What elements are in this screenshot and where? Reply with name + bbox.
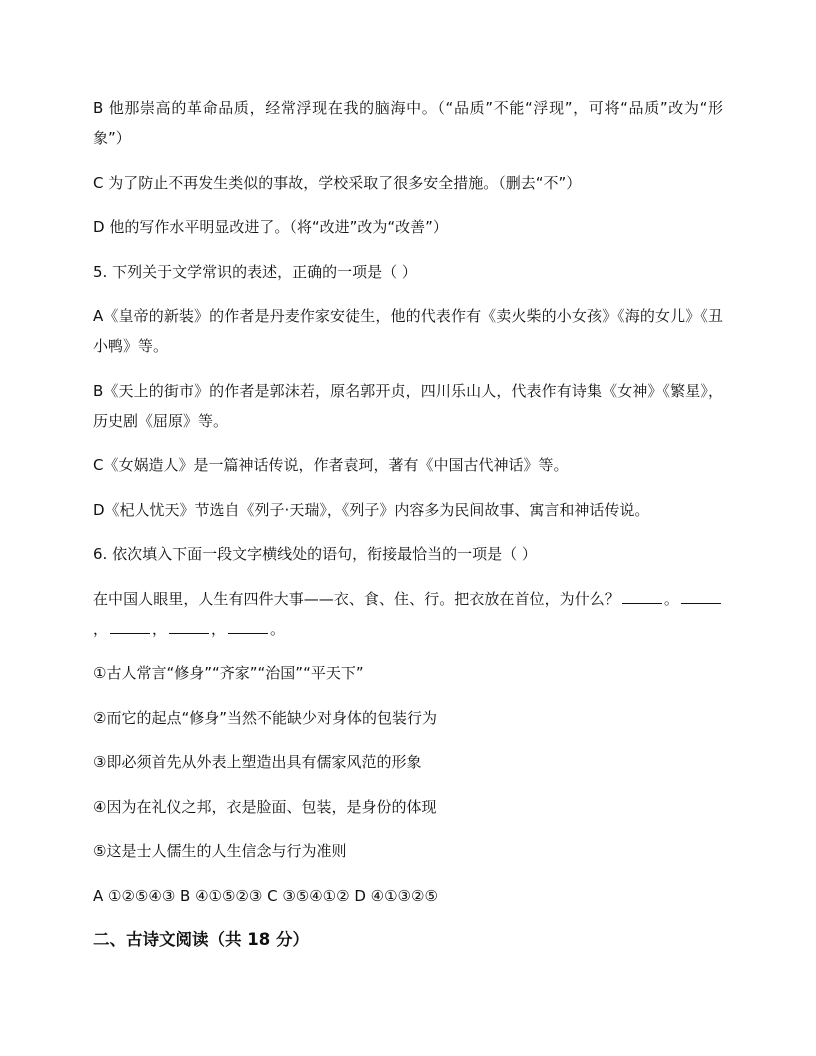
q6-item: ⑤这是士人儒生的人生信念与行为准则 xyxy=(93,842,347,860)
q4-option-b: B 他那崇高的革命品质，经常浮现在我的脑海中。（“品质”不能“浮现”，可将“品质”改为“形象”） xyxy=(93,99,723,147)
q4-option-d: D 他的写作水平明显改进了。（将“改进”改为“改善”） xyxy=(93,218,448,236)
fill-blank-1 xyxy=(622,587,662,604)
q6-passage xyxy=(93,584,723,644)
section-title: 二、古诗文阅读（共 18 分） xyxy=(93,930,309,949)
q6-passage-sep: ， xyxy=(93,619,109,638)
q5-option-a: A《皇帝的新装》的作者是丹麦作家安徒生，他的代表作有《卖火柴的小女孩》《海的女儿》《丑小鸭》等。 xyxy=(93,307,723,355)
q5-option-c: C《女娲造人》是一篇神话传说，作者袁珂，著有《中国古代神话》等。 xyxy=(93,456,569,474)
q6-passage-end: 。 xyxy=(270,619,286,638)
q6-item: ③即必须首先从外表上塑造出具有儒家风范的形象 xyxy=(93,753,422,771)
q6-choices: A ①②⑤④③ B ④①⑤②③ C ③⑤④①② D ④①③②⑤ xyxy=(93,886,438,905)
q6-passage-sep: ， xyxy=(211,619,227,638)
q5-option-b: B《天上的街市》的作者是郭沫若，原名郭开贞，四川乐山人，代表作有诗集《女神》《繁星》，历史剧《屈原》等。 xyxy=(93,381,723,430)
q6-passage-sep: ， xyxy=(152,619,168,638)
fill-blank-5 xyxy=(228,617,268,634)
q6-item: ①古人常言“修身”“齐家”“治国”“平天下” xyxy=(93,664,364,682)
fill-blank-2 xyxy=(681,587,721,604)
fill-blank-4 xyxy=(169,617,209,634)
q6-item: ②而它的起点“修身”当然不能缺少对身体的包装行为 xyxy=(93,708,437,727)
document-body xyxy=(93,93,723,955)
q6-stem: 6. 依次填入下面一段文字横线处的语句，衔接最恰当的一项是（ ） xyxy=(93,545,537,563)
fill-blank-3 xyxy=(110,617,150,634)
q5-stem: 5. 下列关于文学常识的表述，正确的一项是（ ） xyxy=(93,262,417,281)
q6-item: ④因为在礼仪之邦，衣是脸面、包装，是身份的体现 xyxy=(93,797,437,816)
q5-option-d: D《杞人忧天》节选自《列子·天瑞》，《列子》内容多为民间故事、寓言和神话传说。 xyxy=(93,500,650,519)
q6-passage-sep1: 。 xyxy=(663,589,679,608)
q6-passage-text: 在中国人眼里，人生有四件大事——衣、食、住、行。把衣放在首位，为什么？ xyxy=(93,589,620,608)
q4-option-c: C 为了防止不再发生类似的事故，学校采取了很多安全措施。（删去“不”） xyxy=(93,173,582,192)
